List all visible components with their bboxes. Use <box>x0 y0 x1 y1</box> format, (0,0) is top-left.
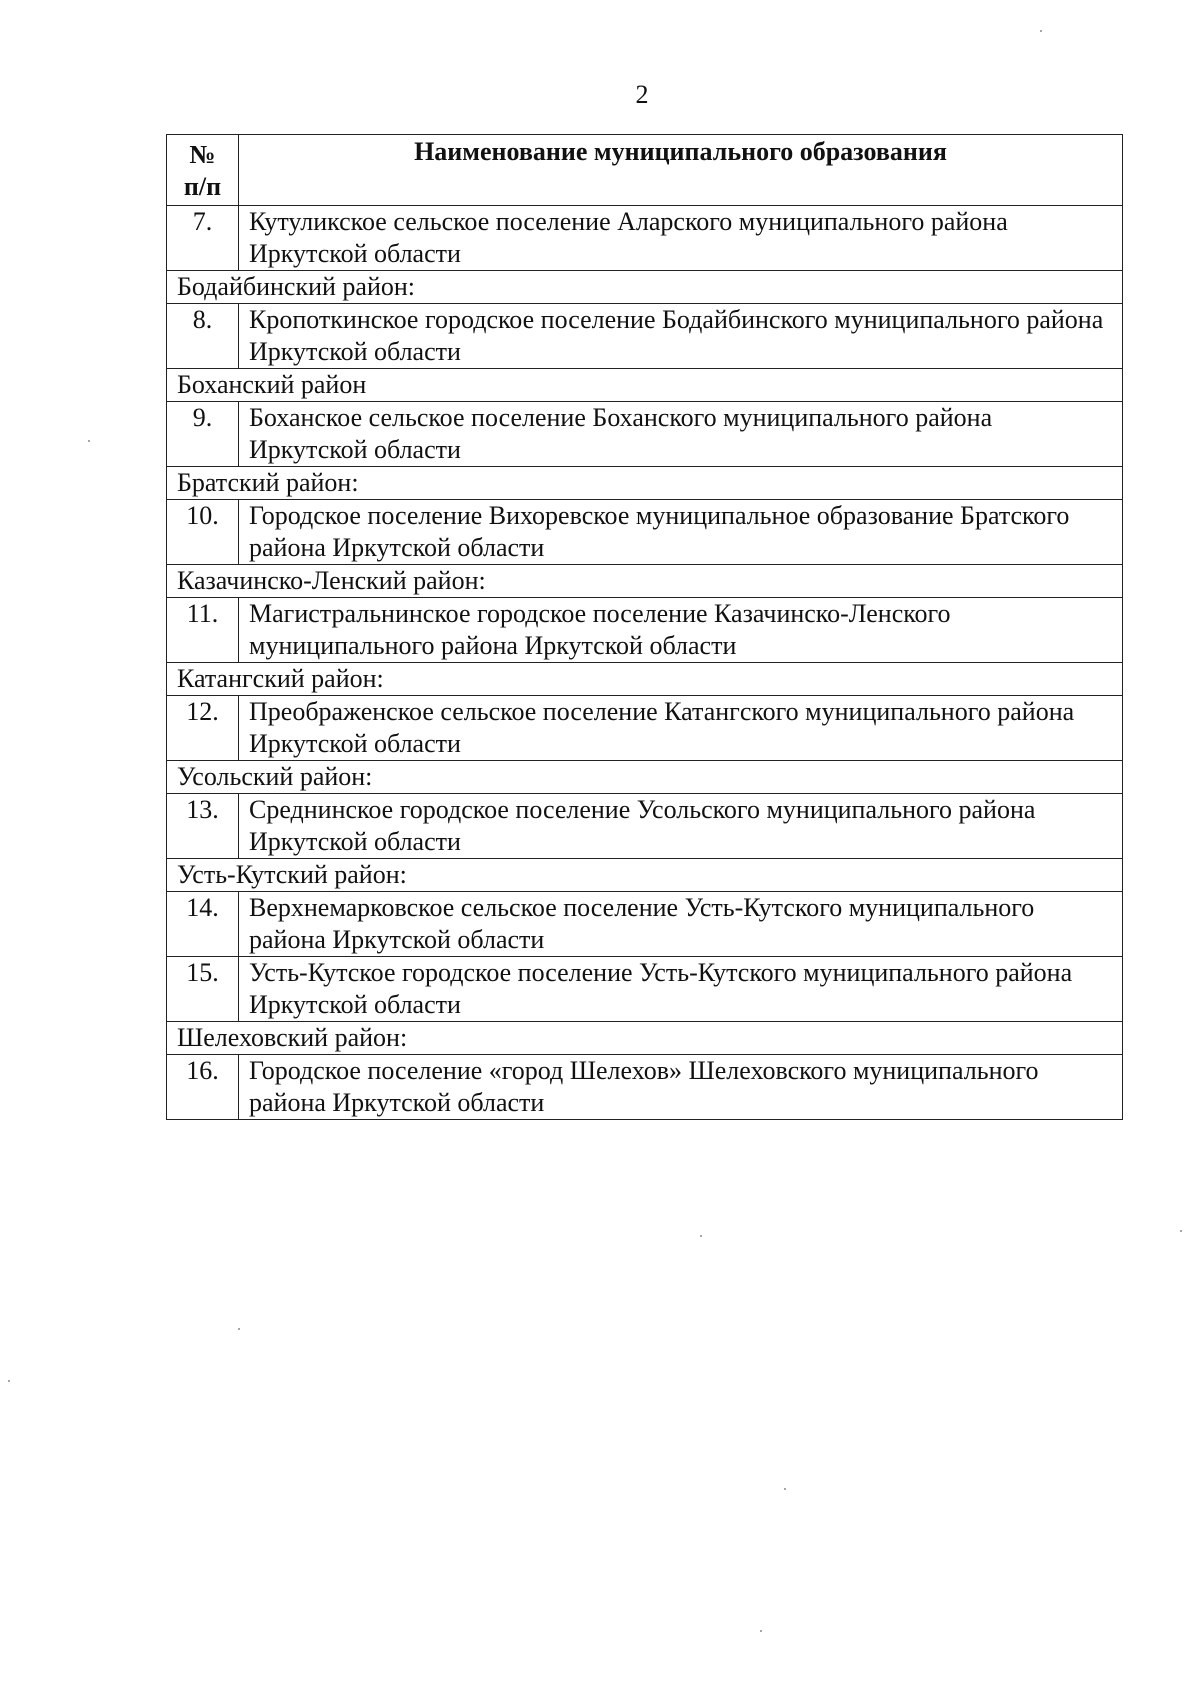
district-row <box>167 761 1123 794</box>
district-row <box>167 565 1123 598</box>
row-number: 16. <box>167 1055 239 1120</box>
scan-speck <box>1040 30 1042 32</box>
item-abbrev: п/п <box>183 172 222 201</box>
scan-speck <box>784 1488 786 1490</box>
page-number: 2 <box>635 80 649 109</box>
municipality-name: Преображенское сельское поселение Катангского муниципального района Иркутской области <box>239 696 1123 761</box>
district-row <box>167 859 1123 892</box>
scan-speck <box>238 1328 240 1330</box>
district-label: Катангский район: <box>167 663 1123 696</box>
table-row <box>167 696 1123 761</box>
row-number: 10. <box>167 500 239 565</box>
row-number: 9. <box>167 402 239 467</box>
municipality-name: Кропоткинское городское поселение Бодайбинского муниципального района Иркутской области <box>239 304 1123 369</box>
municipality-name: Городское поселение «город Шелехов» Шелеховского муниципального района Иркутской области <box>239 1055 1123 1120</box>
district-label: Бодайбинский район: <box>167 271 1123 304</box>
table-row <box>167 206 1123 271</box>
table-row <box>167 500 1123 565</box>
column-header-number <box>167 135 239 206</box>
scan-speck <box>88 440 90 442</box>
municipality-name: Верхнемарковское сельское поселение Усть-Кутского муниципального района Иркутской области <box>239 892 1123 957</box>
table-header-row <box>167 135 1123 206</box>
municipality-name: Городское поселение Вихоревское муниципальное образование Братского района Иркутской области <box>239 500 1123 565</box>
row-number: 12. <box>167 696 239 761</box>
table-row <box>167 1055 1123 1120</box>
district-label: Усть-Кутский район: <box>167 859 1123 892</box>
table-row <box>167 402 1123 467</box>
scan-speck <box>700 1235 702 1237</box>
district-label: Шелеховский район: <box>167 1022 1123 1055</box>
column-header-name: Наименование муниципального образования <box>239 135 1123 206</box>
district-row <box>167 467 1123 500</box>
row-number: 15. <box>167 957 239 1022</box>
row-number: 13. <box>167 794 239 859</box>
table-row <box>167 957 1123 1022</box>
scan-speck <box>8 1380 10 1382</box>
district-row <box>167 1022 1123 1055</box>
municipality-table <box>166 134 1123 1120</box>
table-row <box>167 892 1123 957</box>
municipality-name: Усть-Кутское городское поселение Усть-Кутского муниципального района Иркутской области <box>239 957 1123 1022</box>
row-number: 8. <box>167 304 239 369</box>
district-row <box>167 369 1123 402</box>
row-number: 14. <box>167 892 239 957</box>
table-row <box>167 304 1123 369</box>
number-sign: № <box>189 140 216 169</box>
scan-speck <box>760 1630 762 1632</box>
district-label: Усольский район: <box>167 761 1123 794</box>
row-number: 7. <box>167 206 239 271</box>
district-label: Казачинско-Ленский район: <box>167 565 1123 598</box>
municipality-name: Среднинское городское поселение Усольского муниципального района Иркутской области <box>239 794 1123 859</box>
district-label: Боханский район <box>167 369 1123 402</box>
district-row <box>167 271 1123 304</box>
municipality-name: Боханское сельское поселение Боханского муниципального района Иркутской области <box>239 402 1123 467</box>
district-row <box>167 663 1123 696</box>
table-row <box>167 794 1123 859</box>
scan-speck <box>1180 1230 1182 1232</box>
municipality-name: Кутуликское сельское поселение Аларского муниципального района Иркутской области <box>239 206 1123 271</box>
municipality-name: Магистральнинское городское поселение Казачинско-Ленского муниципального района Иркутской области <box>239 598 1123 663</box>
table-row <box>167 598 1123 663</box>
district-label: Братский район: <box>167 467 1123 500</box>
row-number: 11. <box>167 598 239 663</box>
